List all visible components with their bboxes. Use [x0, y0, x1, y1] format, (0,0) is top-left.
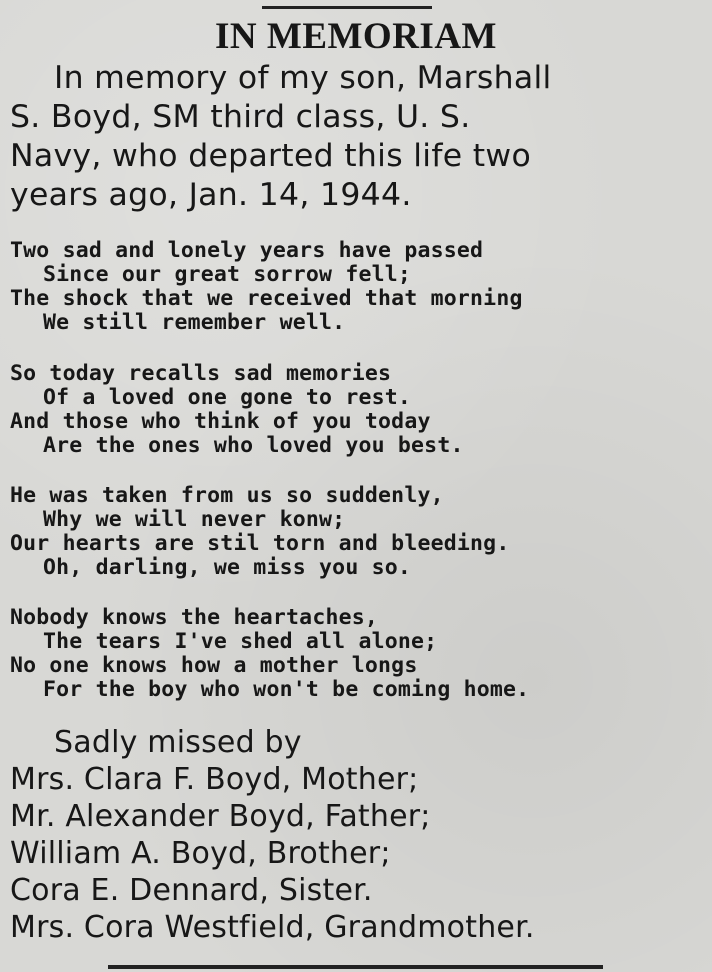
poem-line: Our hearts are stil torn and bleeding.: [10, 531, 510, 556]
intro-line: years ago, Jan. 14, 1944.: [10, 177, 412, 213]
bottom-rule: [108, 965, 603, 969]
poem-line: And those who think of you today: [10, 409, 431, 434]
signature-name: Cora E. Dennard, Sister.: [10, 873, 373, 908]
signature-name: William A. Boyd, Brother;: [10, 836, 391, 871]
signature-name: Mrs. Clara F. Boyd, Mother;: [10, 762, 419, 797]
signature-name: Mr. Alexander Boyd, Father;: [10, 799, 431, 834]
memoriam-heading: IN MEMORIAM: [215, 16, 497, 57]
poem-line: For the boy who won't be coming home.: [43, 677, 530, 702]
poem-stanza-2: [10, 362, 704, 458]
poem-line: The tears I've shed all alone;: [43, 629, 438, 654]
poem-line: We still remember well.: [43, 310, 346, 335]
poem-line: Two sad and lonely years have passed: [10, 238, 484, 263]
intro-line: S. Boyd, SM third class, U. S.: [10, 99, 471, 135]
poem-line: Oh, darling, we miss you so.: [43, 555, 412, 580]
poem-line: Are the ones who loved you best.: [43, 433, 464, 458]
intro-line: Navy, who departed this life two: [10, 138, 532, 174]
poem-stanza-3: [10, 484, 704, 580]
poem-line: Of a loved one gone to rest.: [43, 385, 412, 410]
poem-stanza-4: [10, 606, 704, 702]
poem-line: Nobody knows the heartaches,: [10, 605, 379, 630]
poem-line: He was taken from us so suddenly,: [10, 483, 444, 508]
intro-line: In memory of my son, Marshall: [54, 60, 552, 96]
signature-block: [10, 724, 704, 946]
signature-name: Mrs. Cora Westfield, Grandmother.: [10, 910, 535, 945]
poem-line: Since our great sorrow fell;: [43, 262, 412, 287]
poem-line: Why we will never konw;: [43, 507, 346, 532]
poem-line: The shock that we received that morning: [10, 286, 523, 311]
poem-stanza-1: [10, 239, 704, 335]
top-rule: [262, 6, 432, 9]
signature-intro: Sadly missed by: [54, 725, 302, 760]
poem-line: No one knows how a mother longs: [10, 653, 418, 678]
poem-line: So today recalls sad memories: [10, 361, 392, 386]
memorial-intro: [10, 59, 704, 215]
